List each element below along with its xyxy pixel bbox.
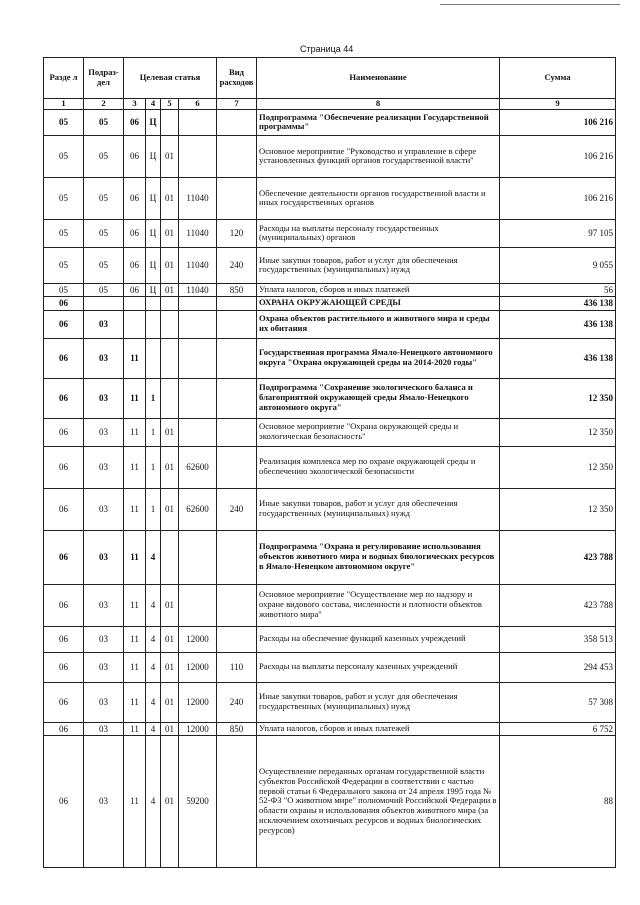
target-event-cell — [161, 338, 179, 378]
razdel-cell: 05 — [44, 219, 84, 247]
target-program-cell: 11 — [124, 626, 146, 652]
target-event-cell: 01 — [161, 735, 179, 867]
header-podrazdel: Подраз- дел — [84, 58, 124, 99]
expense-type-cell — [217, 378, 257, 418]
sum-cell: 436 138 — [500, 338, 616, 378]
podrazdel-cell: 05 — [84, 283, 124, 296]
target-direction-cell — [179, 338, 217, 378]
target-direction-cell: 12000 — [179, 652, 217, 682]
table-row — [44, 109, 616, 135]
table-row — [44, 338, 616, 378]
razdel-cell: 05 — [44, 247, 84, 283]
page-number: Страница 44 — [300, 44, 354, 54]
target-direction-cell — [179, 109, 217, 135]
target-subprogram-cell: 4 — [146, 722, 161, 735]
target-event-cell: 01 — [161, 177, 179, 219]
sum-cell: 56 — [500, 283, 616, 296]
expense-type-cell — [217, 297, 257, 310]
name-cell: Основное мероприятие "Охрана окружающей среды и экологическая безопасность" — [257, 418, 500, 446]
scan-edge-line — [440, 4, 620, 5]
expense-type-cell — [217, 177, 257, 219]
target-event-cell — [161, 310, 179, 338]
target-event-cell: 01 — [161, 446, 179, 488]
podrazdel-cell: 05 — [84, 219, 124, 247]
header-summa: Сумма — [500, 58, 616, 99]
target-direction-cell: 11040 — [179, 283, 217, 296]
podrazdel-cell: 03 — [84, 722, 124, 735]
razdel-cell: 06 — [44, 338, 84, 378]
expense-type-cell — [217, 626, 257, 652]
target-program-cell: 11 — [124, 652, 146, 682]
target-program-cell: 06 — [124, 177, 146, 219]
target-direction-cell: 12000 — [179, 722, 217, 735]
target-program-cell: 11 — [124, 338, 146, 378]
sum-cell: 12 350 — [500, 446, 616, 488]
target-event-cell — [161, 109, 179, 135]
table-row — [44, 530, 616, 584]
target-subprogram-cell: 4 — [146, 626, 161, 652]
table-row — [44, 219, 616, 247]
target-subprogram-cell: 1 — [146, 378, 161, 418]
sum-cell: 436 138 — [500, 297, 616, 310]
sum-cell: 9 055 — [500, 247, 616, 283]
header-celevaya-statya: Целевая статья — [124, 58, 217, 99]
target-direction-cell: 11040 — [179, 177, 217, 219]
sum-cell: 57 308 — [500, 682, 616, 722]
table-row — [44, 626, 616, 652]
target-event-cell: 01 — [161, 722, 179, 735]
razdel-cell: 06 — [44, 310, 84, 338]
name-cell: Расходы на выплаты персоналу государственных (муниципальных) органов — [257, 219, 500, 247]
name-cell: Основное мероприятие "Руководство и управление в сфере установленных функций органов государственной власти" — [257, 135, 500, 177]
col-number: 8 — [257, 99, 500, 110]
target-subprogram-cell — [146, 310, 161, 338]
target-event-cell: 01 — [161, 584, 179, 626]
target-subprogram-cell: 1 — [146, 418, 161, 446]
col-number: 1 — [44, 99, 84, 110]
podrazdel-cell: 05 — [84, 135, 124, 177]
target-subprogram-cell — [146, 297, 161, 310]
target-direction-cell: 11040 — [179, 247, 217, 283]
header-vid-rashodov: Вид расходов — [217, 58, 257, 99]
target-subprogram-cell: 4 — [146, 735, 161, 867]
target-subprogram-cell: Ц — [146, 177, 161, 219]
col-number: 9 — [500, 99, 616, 110]
expense-type-cell — [217, 109, 257, 135]
name-cell: Подпрограмма "Обеспечение реализации Государственной программы" — [257, 109, 500, 135]
table-row — [44, 247, 616, 283]
podrazdel-cell — [84, 297, 124, 310]
target-event-cell: 01 — [161, 488, 179, 530]
expense-type-cell — [217, 135, 257, 177]
podrazdel-cell: 03 — [84, 446, 124, 488]
target-direction-cell — [179, 297, 217, 310]
target-subprogram-cell: Ц — [146, 219, 161, 247]
target-program-cell: 11 — [124, 584, 146, 626]
name-cell: Уплата налогов, сборов и иных платежей — [257, 722, 500, 735]
target-subprogram-cell: 1 — [146, 488, 161, 530]
budget-table — [43, 57, 616, 868]
table-row — [44, 297, 616, 310]
target-program-cell: 11 — [124, 418, 146, 446]
razdel-cell: 06 — [44, 722, 84, 735]
target-program-cell: 11 — [124, 722, 146, 735]
sum-cell: 106 216 — [500, 109, 616, 135]
podrazdel-cell: 05 — [84, 109, 124, 135]
col-number: 3 — [124, 99, 146, 110]
target-event-cell: 01 — [161, 682, 179, 722]
name-cell: Иные закупки товаров, работ и услуг для обеспечения государственных (муниципальных) нужд — [257, 247, 500, 283]
table-row — [44, 652, 616, 682]
sum-cell: 97 105 — [500, 219, 616, 247]
name-cell: Охрана объектов растительного и животного мира и среды их обитания — [257, 310, 500, 338]
name-cell: Обеспечение деятельности органов государственной власти и иных государственных органов — [257, 177, 500, 219]
expense-type-cell: 240 — [217, 247, 257, 283]
target-event-cell — [161, 378, 179, 418]
sum-cell: 423 788 — [500, 584, 616, 626]
target-direction-cell — [179, 310, 217, 338]
razdel-cell: 06 — [44, 418, 84, 446]
expense-type-cell — [217, 446, 257, 488]
target-subprogram-cell: Ц — [146, 135, 161, 177]
expense-type-cell: 240 — [217, 488, 257, 530]
razdel-cell: 06 — [44, 530, 84, 584]
target-direction-cell: 62600 — [179, 446, 217, 488]
expense-type-cell — [217, 338, 257, 378]
table-row — [44, 584, 616, 626]
podrazdel-cell: 03 — [84, 338, 124, 378]
target-subprogram-cell — [146, 338, 161, 378]
sum-cell: 6 752 — [500, 722, 616, 735]
table-row — [44, 488, 616, 530]
target-direction-cell: 11040 — [179, 219, 217, 247]
table-row — [44, 722, 616, 735]
target-direction-cell: 59200 — [179, 735, 217, 867]
sum-cell: 423 788 — [500, 530, 616, 584]
target-direction-cell — [179, 135, 217, 177]
target-direction-cell: 62600 — [179, 488, 217, 530]
sum-cell: 106 216 — [500, 177, 616, 219]
target-event-cell: 01 — [161, 283, 179, 296]
sum-cell: 294 453 — [500, 652, 616, 682]
sum-cell: 436 138 — [500, 310, 616, 338]
target-direction-cell: 12000 — [179, 682, 217, 722]
target-event-cell: 01 — [161, 247, 179, 283]
name-cell: Иные закупки товаров, работ и услуг для обеспечения государственных (муниципальных) нужд — [257, 488, 500, 530]
table-row — [44, 283, 616, 296]
podrazdel-cell: 05 — [84, 247, 124, 283]
podrazdel-cell: 03 — [84, 530, 124, 584]
target-program-cell: 06 — [124, 219, 146, 247]
podrazdel-cell: 03 — [84, 584, 124, 626]
podrazdel-cell: 03 — [84, 682, 124, 722]
expense-type-cell: 850 — [217, 722, 257, 735]
target-program-cell: 06 — [124, 247, 146, 283]
table-row — [44, 378, 616, 418]
razdel-cell: 06 — [44, 682, 84, 722]
target-subprogram-cell: 4 — [146, 530, 161, 584]
name-cell: Подпрограмма "Охрана и регулирование использования объектов животного мира и водных биологических ресурсов в Ямало-Ненецком автономном округе" — [257, 530, 500, 584]
name-cell: Основное мероприятие "Осуществление мер по надзору и охране видового состава, численности и плотности объектов животного мира" — [257, 584, 500, 626]
sum-cell: 88 — [500, 735, 616, 867]
expense-type-cell: 110 — [217, 652, 257, 682]
target-direction-cell — [179, 530, 217, 584]
razdel-cell: 06 — [44, 584, 84, 626]
name-cell: Расходы на обеспечение функций казенных учреждений — [257, 626, 500, 652]
sum-cell: 358 513 — [500, 626, 616, 652]
target-program-cell: 11 — [124, 682, 146, 722]
col-number: 7 — [217, 99, 257, 110]
table-row — [44, 446, 616, 488]
table-row — [44, 310, 616, 338]
expense-type-cell — [217, 530, 257, 584]
name-cell: Осуществление переданных органам государственной власти субъектов Российской Федерации в соответствии с частью первой статьи 6 Федерального закона от 24 апреля 1995 года № 52-ФЗ "О животном мире" полномочий Российской Федерации в области охраны и использования объектов животного мира (за исключением охотничьих ресурсов и водных биологических ресурсов) — [257, 735, 500, 867]
target-program-cell: 11 — [124, 378, 146, 418]
target-program-cell: 06 — [124, 135, 146, 177]
header-razdel: Разде л — [44, 58, 84, 99]
expense-type-cell — [217, 584, 257, 626]
razdel-cell: 06 — [44, 735, 84, 867]
col-number: 4 — [146, 99, 161, 110]
razdel-cell: 05 — [44, 109, 84, 135]
target-program-cell: 06 — [124, 109, 146, 135]
razdel-cell: 05 — [44, 177, 84, 219]
target-program-cell — [124, 310, 146, 338]
target-subprogram-cell: Ц — [146, 109, 161, 135]
razdel-cell: 06 — [44, 626, 84, 652]
table-row — [44, 682, 616, 722]
target-subprogram-cell: Ц — [146, 283, 161, 296]
target-program-cell: 11 — [124, 735, 146, 867]
target-subprogram-cell: 1 — [146, 446, 161, 488]
col-number: 5 — [161, 99, 179, 110]
podrazdel-cell: 03 — [84, 418, 124, 446]
target-event-cell: 01 — [161, 418, 179, 446]
razdel-cell: 06 — [44, 446, 84, 488]
name-cell: Реализация комплекса мер по охране окружающей среды и обеспечению экологической безопасности — [257, 446, 500, 488]
target-direction-cell — [179, 378, 217, 418]
sum-cell: 12 350 — [500, 418, 616, 446]
target-event-cell: 01 — [161, 652, 179, 682]
target-direction-cell — [179, 418, 217, 446]
target-subprogram-cell: 4 — [146, 682, 161, 722]
podrazdel-cell: 03 — [84, 310, 124, 338]
podrazdel-cell: 03 — [84, 735, 124, 867]
podrazdel-cell: 05 — [84, 177, 124, 219]
expense-type-cell — [217, 418, 257, 446]
expense-type-cell: 240 — [217, 682, 257, 722]
col-number: 6 — [179, 99, 217, 110]
target-subprogram-cell: Ц — [146, 247, 161, 283]
target-direction-cell: 12000 — [179, 626, 217, 652]
expense-type-cell — [217, 310, 257, 338]
name-cell: Уплата налогов, сборов и иных платежей — [257, 283, 500, 296]
podrazdel-cell: 03 — [84, 488, 124, 530]
name-cell: Расходы на выплаты персоналу казенных учреждений — [257, 652, 500, 682]
target-program-cell: 06 — [124, 283, 146, 296]
name-cell: Подпрограмма "Сохранение экологического баланса и благоприятной окружающей среды Ямало-Ненецкого автономного округа" — [257, 378, 500, 418]
razdel-cell: 05 — [44, 135, 84, 177]
column-number-row — [44, 99, 616, 110]
expense-type-cell: 850 — [217, 283, 257, 296]
table-row — [44, 735, 616, 867]
target-program-cell — [124, 297, 146, 310]
podrazdel-cell: 03 — [84, 652, 124, 682]
table-row — [44, 177, 616, 219]
expense-type-cell: 120 — [217, 219, 257, 247]
target-program-cell: 11 — [124, 446, 146, 488]
name-cell: ОХРАНА ОКРУЖАЮЩЕЙ СРЕДЫ — [257, 297, 500, 310]
sum-cell: 106 216 — [500, 135, 616, 177]
razdel-cell: 05 — [44, 283, 84, 296]
target-event-cell: 01 — [161, 626, 179, 652]
razdel-cell: 06 — [44, 488, 84, 530]
target-subprogram-cell: 4 — [146, 652, 161, 682]
col-number: 2 — [84, 99, 124, 110]
name-cell: Государственная программа Ямало-Ненецкого автономного округа "Охрана окружающей среды на 2014-2020 годы" — [257, 338, 500, 378]
razdel-cell: 06 — [44, 652, 84, 682]
podrazdel-cell: 03 — [84, 378, 124, 418]
expense-type-cell — [217, 735, 257, 867]
target-event-cell: 01 — [161, 135, 179, 177]
target-direction-cell — [179, 584, 217, 626]
sum-cell: 12 350 — [500, 488, 616, 530]
table-row — [44, 135, 616, 177]
sum-cell: 12 350 — [500, 378, 616, 418]
target-program-cell: 11 — [124, 530, 146, 584]
target-event-cell — [161, 530, 179, 584]
target-subprogram-cell: 4 — [146, 584, 161, 626]
target-program-cell: 11 — [124, 488, 146, 530]
header-naimenovanie: Наименование — [257, 58, 500, 99]
table-row — [44, 418, 616, 446]
table-body — [44, 109, 616, 867]
podrazdel-cell: 03 — [84, 626, 124, 652]
razdel-cell: 06 — [44, 378, 84, 418]
target-event-cell: 01 — [161, 219, 179, 247]
name-cell: Иные закупки товаров, работ и услуг для обеспечения государственных (муниципальных) нужд — [257, 682, 500, 722]
razdel-cell: 06 — [44, 297, 84, 310]
target-event-cell — [161, 297, 179, 310]
